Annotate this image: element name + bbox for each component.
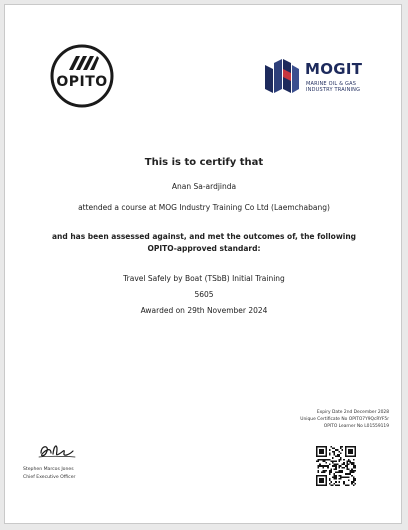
assessment-statement [5,231,403,255]
attended-statement: attended a course at MOG Industry Training Co Ltd (Laemchabang) [78,203,330,212]
award-date: Awarded on 29th November 2024 [140,306,268,315]
mogit-tagline-line2: INDUSTRY TRAINING [306,87,361,93]
certificate-heading: This is to certify that [144,157,264,168]
course-block [5,271,403,319]
course-name: Travel Safely by Boat (TSbB) Initial Training [123,274,285,283]
certificate-number: Unique Certificate No OPITO7Y9QcRYF5r [300,417,389,422]
recipient-name: Anan Sa-ardjinda [171,182,237,191]
signatory-name: Stephen Marcos Jones [23,467,74,472]
mogit-mark-icon [263,59,301,97]
course-code: 5605 [194,290,214,299]
certificate-details [300,409,389,430]
expiry-date: Expiry Date 2nd December 2028 [316,410,389,415]
signatory [23,466,75,482]
certificate-page [4,4,402,524]
signature-image [35,439,79,461]
mogit-tagline-line1: MARINE OIL & GAS [306,81,357,87]
mogit-wordmark: MOGIT [305,60,363,78]
signatory-title: Chief Executive Officer [23,475,76,480]
opito-wordmark: OPITO [56,74,108,90]
assessment-line-1: and has been assessed against, and met the outcomes of, the following [51,232,357,241]
opito-logo [49,43,115,109]
mogit-tagline [306,81,360,93]
learner-number: OPITO Learner No L01559119 [323,424,389,429]
qr-code-icon [316,446,356,486]
assessment-line-2: OPITO-approved standard: [147,244,261,253]
mogit-logo [263,59,373,99]
